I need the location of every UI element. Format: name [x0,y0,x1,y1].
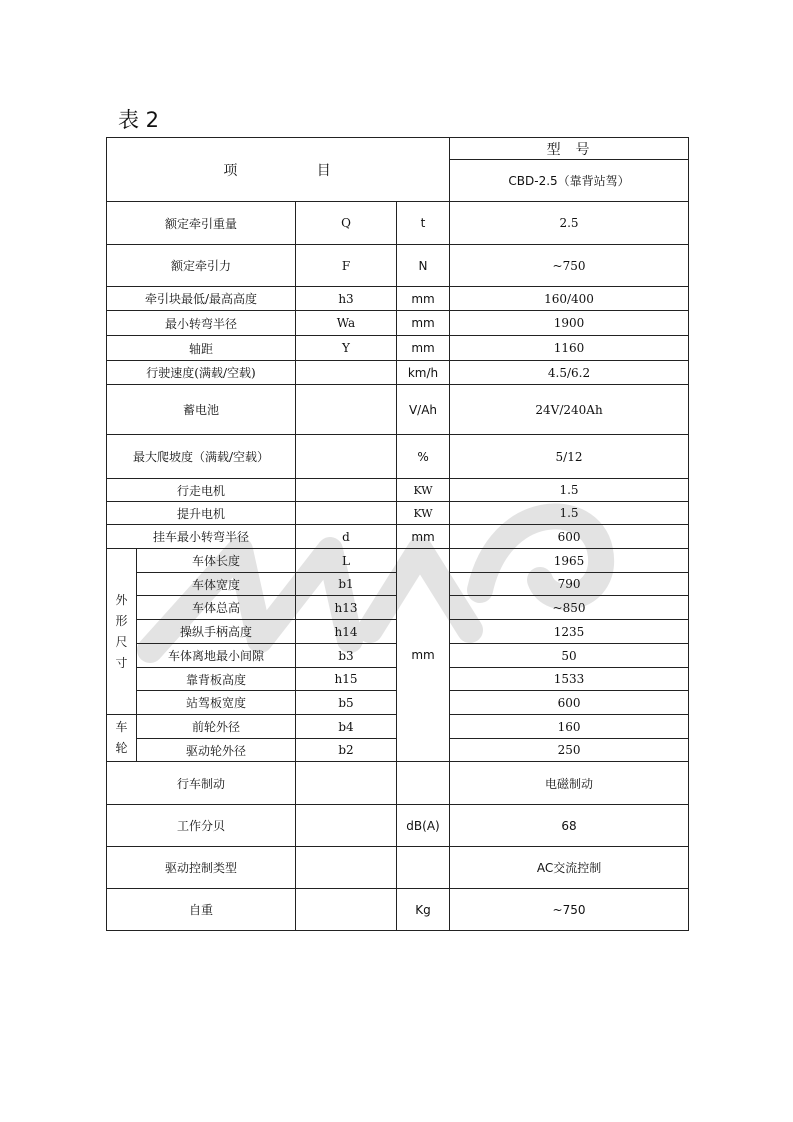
table-row [107,202,689,245]
row-value: AC交流控制 [450,847,689,889]
table-row [107,805,689,847]
row-symbol: h3 [296,287,397,311]
row-symbol: F [296,245,397,287]
row-unit: N [397,245,450,287]
dim-name: 车体宽度 [137,573,296,596]
row-value: 1.5 [450,479,689,502]
spec-table [106,137,689,931]
dim-value: 790 [450,573,689,596]
row-unit: t [397,202,450,245]
table-row [107,336,689,361]
row-name: 挂车最小转弯半径 [107,525,296,549]
row-symbol [296,479,397,502]
row-name: 驱动控制类型 [107,847,296,889]
row-value: 1.5 [450,502,689,525]
row-name: 工作分贝 [107,805,296,847]
row-symbol: Q [296,202,397,245]
row-value: 4.5/6.2 [450,361,689,385]
dimensions-group-label [107,549,137,715]
row-symbol [296,502,397,525]
row-symbol [296,435,397,479]
table-row [107,762,689,805]
wheel-value: 250 [450,739,689,762]
row-value: 电磁制动 [450,762,689,805]
wheel-name: 前轮外径 [137,715,296,739]
row-symbol [296,847,397,889]
row-symbol [296,385,397,435]
row-symbol: Wa [296,311,397,336]
row-unit: mm [397,287,450,311]
header-model-label: 型 号 [450,138,689,160]
wheels-group-label [107,715,137,762]
dim-value: 600 [450,691,689,715]
row-value: 24V/240Ah [450,385,689,435]
row-symbol [296,361,397,385]
table-row [107,525,689,549]
dim-name: 车体总高 [137,596,296,620]
row-value: 2.5 [450,202,689,245]
row-unit: mm [397,311,450,336]
dim-value: 1235 [450,620,689,644]
dim-symbol: L [296,549,397,573]
row-name: 牵引块最低/最高高度 [107,287,296,311]
wheel-symbol: b4 [296,715,397,739]
dim-symbol: b3 [296,644,397,668]
row-unit: dB(A) [397,805,450,847]
table-row [107,245,689,287]
row-value: 160/400 [450,287,689,311]
row-name: 最小转弯半径 [107,311,296,336]
row-value: 1160 [450,336,689,361]
row-value: ~750 [450,889,689,931]
group-label-text: 外形尺寸 [115,592,128,670]
row-name: 蓄电池 [107,385,296,435]
row-unit: Kg [397,889,450,931]
dim-value: ~850 [450,596,689,620]
row-unit: km/h [397,361,450,385]
table-row [107,287,689,311]
table-row [107,889,689,931]
table-row [107,311,689,336]
row-symbol: d [296,525,397,549]
row-name: 轴距 [107,336,296,361]
row-symbol [296,805,397,847]
row-value: ~750 [450,245,689,287]
dim-symbol: h14 [296,620,397,644]
row-name: 行驶速度(满载/空载) [107,361,296,385]
row-unit [397,847,450,889]
table-row [107,361,689,385]
header-item-label: 项 目 [107,138,450,202]
row-value: 5/12 [450,435,689,479]
dim-value: 1965 [450,549,689,573]
row-unit: V/Ah [397,385,450,435]
dim-symbol: b1 [296,573,397,596]
table-caption: 表 2 [118,108,160,132]
row-symbol [296,762,397,805]
row-unit: KW [397,479,450,502]
row-name: 自重 [107,889,296,931]
dim-name: 车体长度 [137,549,296,573]
dim-name: 操纵手柄高度 [137,620,296,644]
table-row [107,479,689,502]
row-name: 最大爬坡度（满载/空载） [107,435,296,479]
wheel-symbol: b2 [296,739,397,762]
dim-symbol: b5 [296,691,397,715]
row-unit: mm [397,336,450,361]
dim-value: 50 [450,644,689,668]
dim-symbol: h15 [296,668,397,691]
header-model-value: CBD-2.5（靠背站驾） [450,160,689,202]
row-value: 1900 [450,311,689,336]
table-row [107,502,689,525]
table-row [107,847,689,889]
table-row [107,549,689,573]
dim-name: 车体离地最小间隙 [137,644,296,668]
row-unit: KW [397,502,450,525]
row-symbol: Y [296,336,397,361]
row-name: 行车制动 [107,762,296,805]
dim-value: 1533 [450,668,689,691]
table-row [107,435,689,479]
row-unit: mm [397,525,450,549]
row-value: 600 [450,525,689,549]
dim-name: 靠背板高度 [137,668,296,691]
row-unit [397,762,450,805]
row-name: 行走电机 [107,479,296,502]
dimensions-shared-unit: mm [397,549,450,762]
row-symbol [296,889,397,931]
wheel-value: 160 [450,715,689,739]
dim-name: 站驾板宽度 [137,691,296,715]
row-unit: % [397,435,450,479]
row-name: 额定牵引重量 [107,202,296,245]
dim-symbol: h13 [296,596,397,620]
row-name: 额定牵引力 [107,245,296,287]
wheel-name: 驱动轮外径 [137,739,296,762]
table-row [107,385,689,435]
row-value: 68 [450,805,689,847]
row-name: 提升电机 [107,502,296,525]
group-label-text: 车轮 [115,720,128,755]
